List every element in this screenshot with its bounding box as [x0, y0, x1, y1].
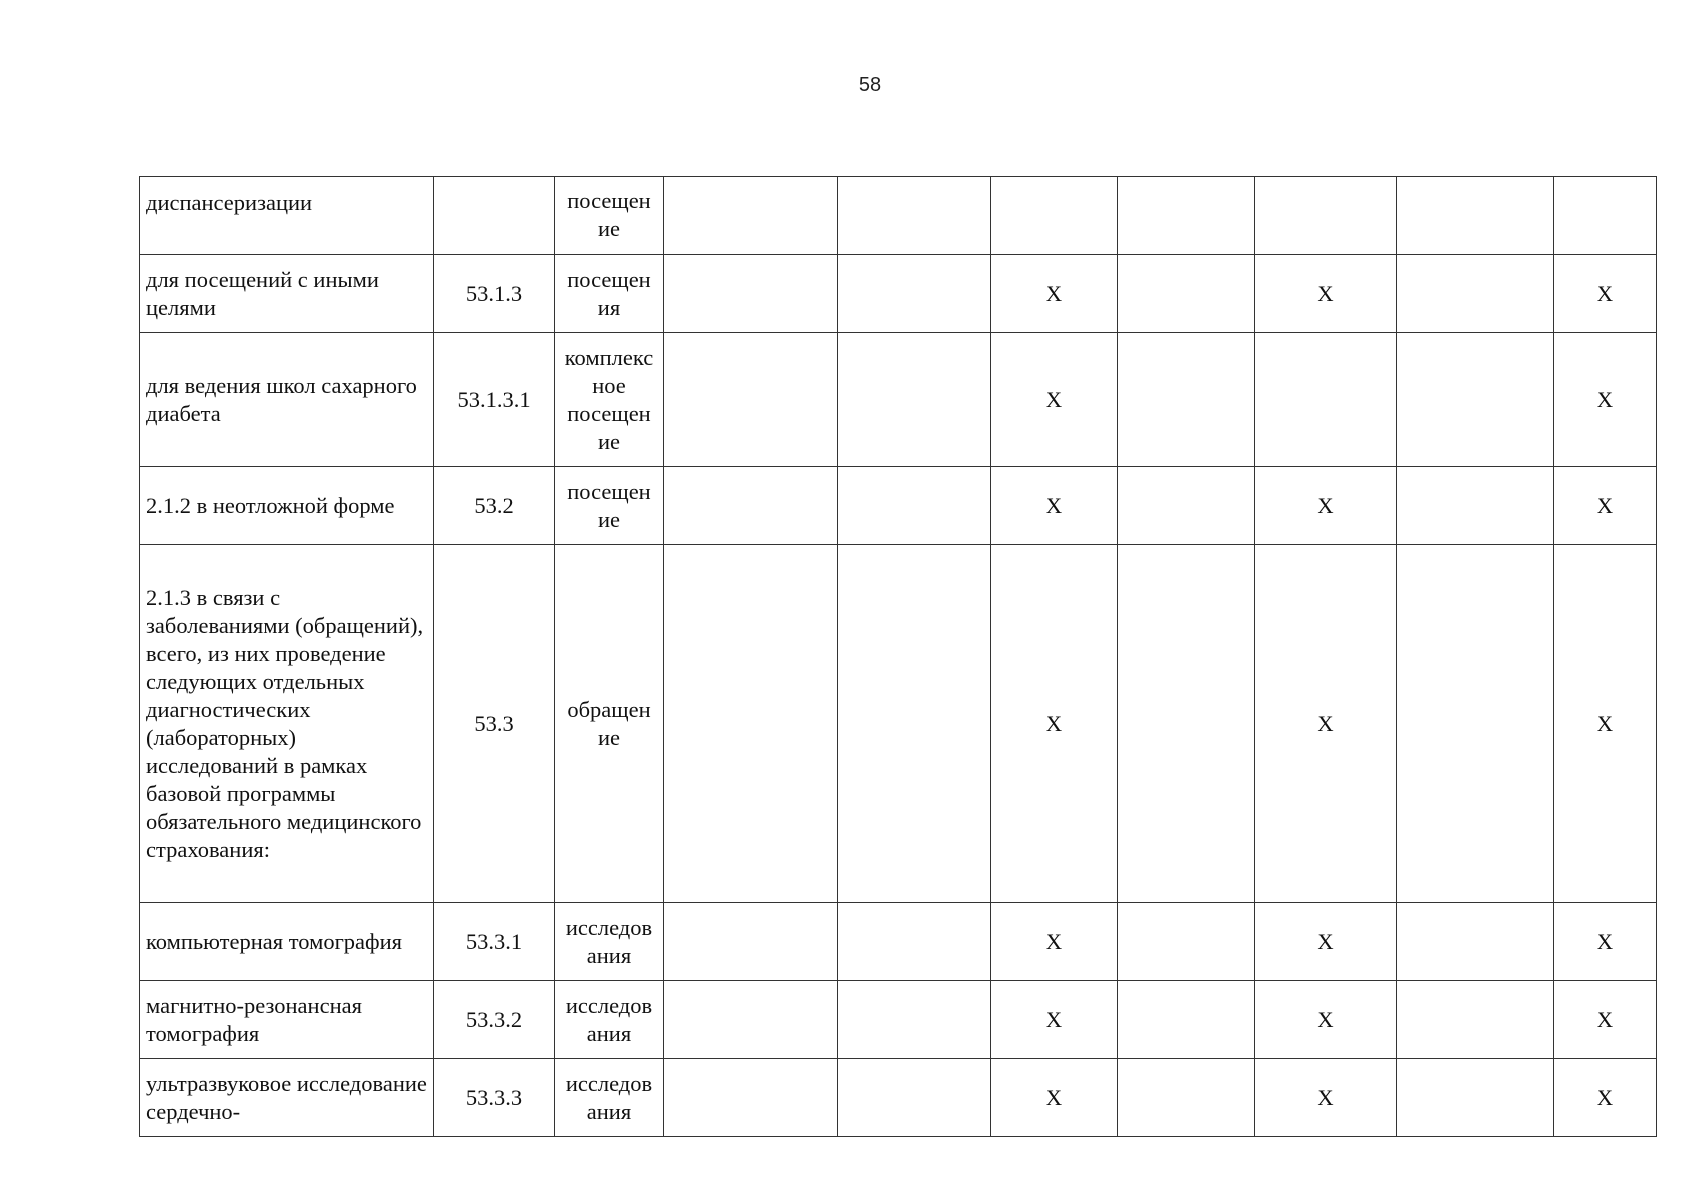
page-number: 58 [858, 74, 882, 96]
row-cell [664, 1059, 838, 1137]
x-mark: X [991, 903, 1118, 981]
table-row [140, 255, 1657, 333]
table-row [140, 1059, 1657, 1137]
x-mark: X [991, 333, 1118, 467]
row-cell [1255, 177, 1397, 255]
row-cell [838, 1059, 991, 1137]
row-unit-text: посещен ие [567, 478, 651, 532]
row-unit-text: комплекс ное посещен ие [564, 344, 654, 454]
row-unit-text: исследов ания [565, 1070, 653, 1124]
x-mark: X [1255, 545, 1397, 903]
row-name: ультразвуковое исследование сердечно- [140, 1059, 434, 1137]
row-cell [1397, 903, 1554, 981]
row-cell [1118, 903, 1255, 981]
row-cell [1118, 1059, 1255, 1137]
row-cell [838, 177, 991, 255]
x-mark: X [1255, 467, 1397, 545]
row-cell [991, 177, 1118, 255]
row-name: диспансеризации [140, 177, 434, 255]
row-code: 53.3.2 [434, 981, 555, 1059]
row-unit [555, 467, 664, 545]
row-unit-text: посещен ия [567, 266, 651, 320]
row-cell [1397, 177, 1554, 255]
x-mark: X [991, 255, 1118, 333]
row-cell [1118, 177, 1255, 255]
row-cell [838, 467, 991, 545]
row-name: 2.1.3 в связи с заболеваниями (обращений), всего, из них проведение следующих отдельных диагностических (лабораторных) исследований в рамках базовой программы обязательного медицинского страхования: [140, 545, 434, 903]
row-cell [1397, 981, 1554, 1059]
row-cell [664, 255, 838, 333]
row-cell [838, 545, 991, 903]
x-mark: X [1554, 981, 1657, 1059]
table-row [140, 903, 1657, 981]
row-unit [555, 545, 664, 903]
row-cell [1397, 333, 1554, 467]
x-mark: X [1554, 545, 1657, 903]
row-cell [1118, 981, 1255, 1059]
table-row [140, 333, 1657, 467]
row-cell [838, 903, 991, 981]
table-row [140, 467, 1657, 545]
row-unit [555, 903, 664, 981]
row-unit [555, 177, 664, 255]
x-mark: X [1554, 903, 1657, 981]
row-unit [555, 333, 664, 467]
row-cell [1397, 1059, 1554, 1137]
row-cell [1397, 545, 1554, 903]
row-cell [664, 903, 838, 981]
x-mark: X [991, 467, 1118, 545]
x-mark: X [991, 981, 1118, 1059]
x-mark: X [1554, 333, 1657, 467]
row-name: для посещений с иными целями [140, 255, 434, 333]
row-unit-text: посещен ие [567, 188, 651, 241]
row-cell [1255, 333, 1397, 467]
x-mark: X [1255, 903, 1397, 981]
row-unit [555, 981, 664, 1059]
x-mark: X [1554, 467, 1657, 545]
row-unit [555, 255, 664, 333]
row-cell [1397, 467, 1554, 545]
row-cell [1397, 255, 1554, 333]
row-unit-text: обращен ие [567, 696, 651, 750]
table-row [140, 177, 1657, 255]
x-mark: X [1554, 1059, 1657, 1137]
x-mark: X [1255, 1059, 1397, 1137]
row-unit [555, 1059, 664, 1137]
row-cell [1118, 255, 1255, 333]
row-cell [664, 333, 838, 467]
row-code: 53.1.3.1 [434, 333, 555, 467]
row-cell [1554, 177, 1657, 255]
row-code: 53.1.3 [434, 255, 555, 333]
row-code: 53.3.1 [434, 903, 555, 981]
row-cell [838, 981, 991, 1059]
x-mark: X [991, 1059, 1118, 1137]
row-name: для ведения школ сахарного диабета [140, 333, 434, 467]
x-mark: X [1554, 255, 1657, 333]
row-name: компьютерная томография [140, 903, 434, 981]
row-code: 53.2 [434, 467, 555, 545]
x-mark: X [991, 545, 1118, 903]
row-cell [664, 981, 838, 1059]
row-code [434, 177, 555, 255]
row-name: 2.1.2 в неотложной форме [140, 467, 434, 545]
x-mark: X [1255, 255, 1397, 333]
row-cell [838, 255, 991, 333]
row-code: 53.3 [434, 545, 555, 903]
row-cell [1118, 333, 1255, 467]
row-cell [1118, 545, 1255, 903]
row-cell [664, 177, 838, 255]
row-code: 53.3.3 [434, 1059, 555, 1137]
row-name: магнитно-резонансная томография [140, 981, 434, 1059]
table-row [140, 981, 1657, 1059]
x-mark: X [1255, 981, 1397, 1059]
table-row [140, 545, 1657, 903]
row-unit-text: исследов ания [565, 914, 653, 968]
row-cell [838, 333, 991, 467]
services-table [139, 176, 1657, 1137]
row-unit-text: исследов ания [565, 992, 653, 1046]
row-cell [1118, 467, 1255, 545]
row-cell [664, 467, 838, 545]
row-cell [664, 545, 838, 903]
